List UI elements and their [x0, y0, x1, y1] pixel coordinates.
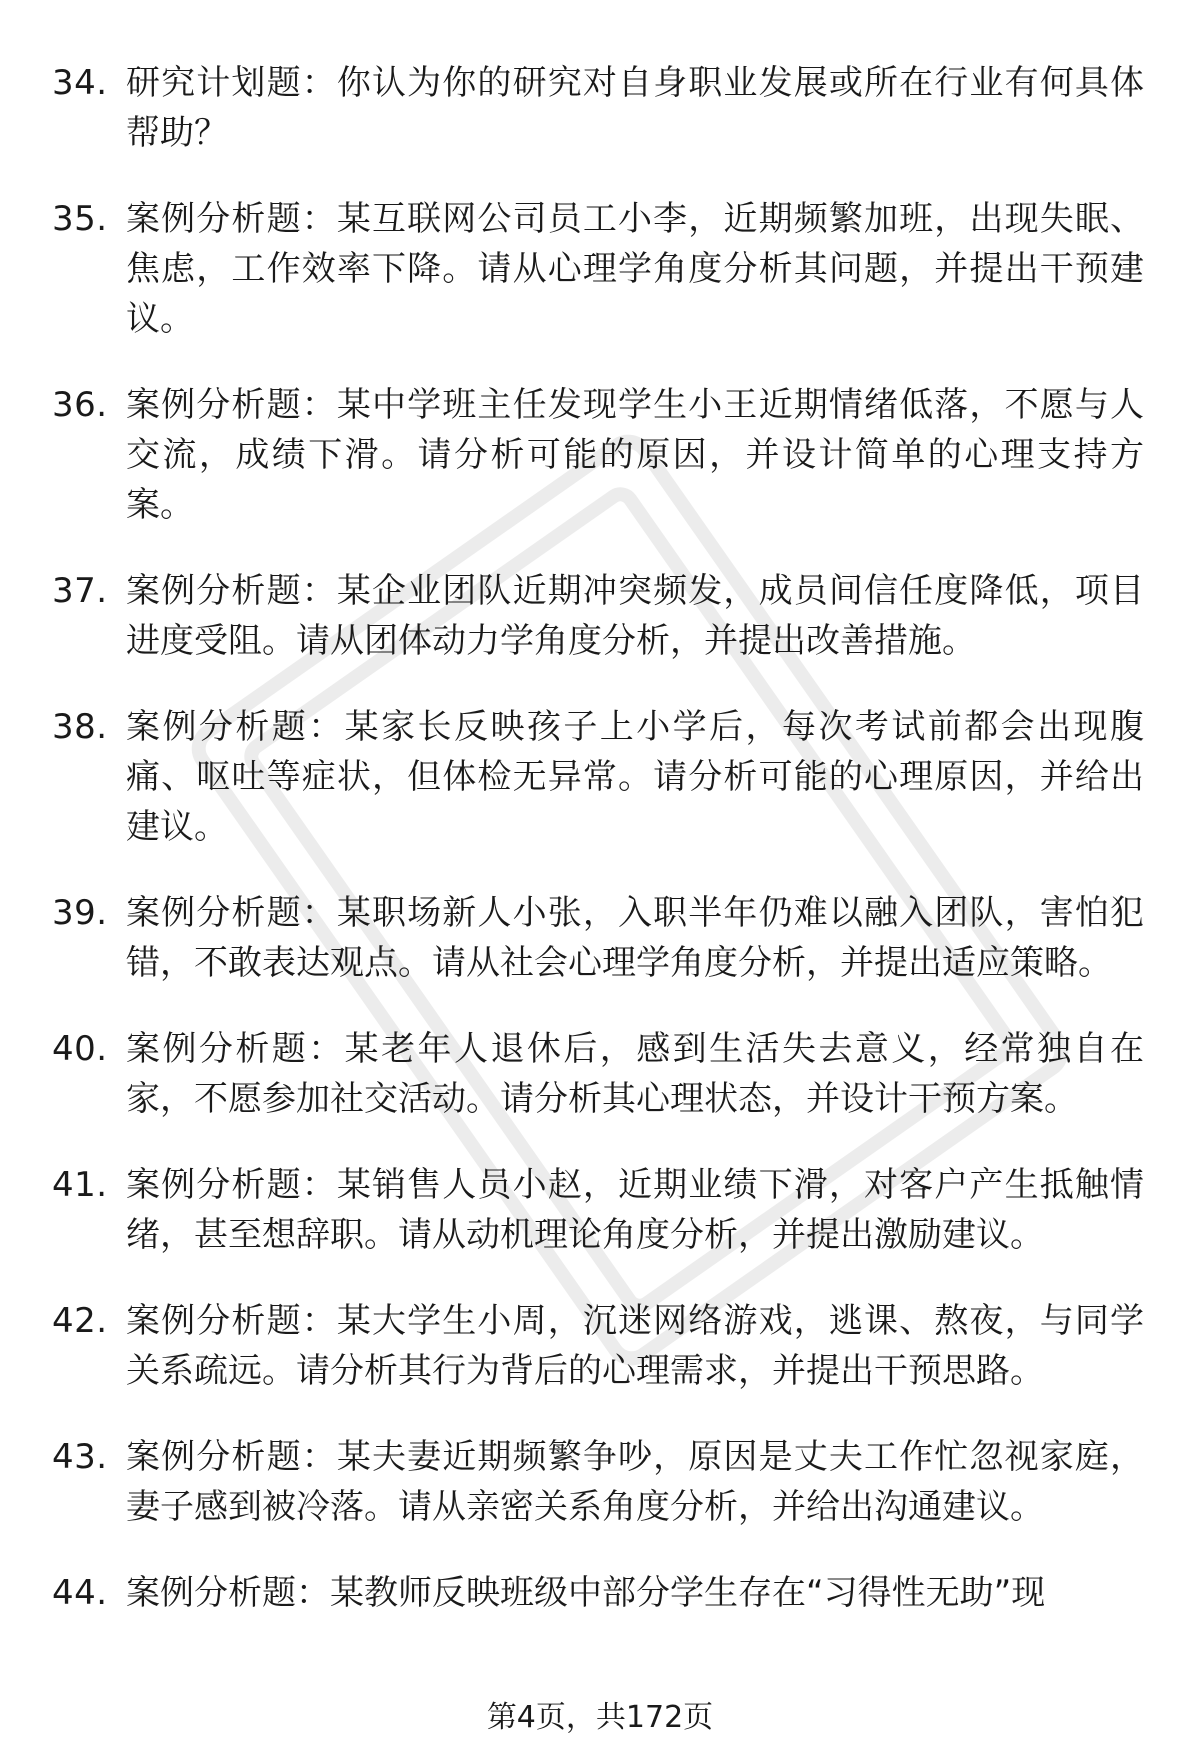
- question-number: 42.: [52, 1301, 108, 1341]
- question-number: 36.: [52, 385, 108, 425]
- question-number: 39.: [52, 893, 108, 933]
- question-text: 案例分析题：某家长反映孩子上小学后，每次考试前都会出现腹痛、呕吐等症状，但体检无异常。请分析可能的心理原因，并给出建议。: [126, 707, 1144, 847]
- question-text: 案例分析题：某夫妻近期频繁争吵，原因是丈夫工作忙忽视家庭，妻子感到被冷落。请从亲密关系角度分析，并给出沟通建议。: [126, 1437, 1144, 1527]
- question-item: [52, 1568, 1144, 1618]
- question-item: [52, 702, 1144, 852]
- question-text: 案例分析题：某老年人退休后，感到生活失去意义，经常独自在家，不愿参加社交活动。请分析其心理状态，并设计干预方案。: [126, 1029, 1144, 1119]
- question-number: 44.: [52, 1573, 108, 1613]
- question-number: 40.: [52, 1029, 108, 1069]
- question-number: 38.: [52, 707, 108, 747]
- page-footer: 第4页，共172页: [486, 1700, 714, 1735]
- question-item: [52, 888, 1144, 988]
- question-text: 案例分析题：某教师反映班级中部分学生存在“习得性无助”现: [126, 1573, 1046, 1613]
- question-text: 案例分析题：某互联网公司员工小李，近期频繁加班，出现失眠、焦虑，工作效率下降。请从心理学角度分析其问题，并提出干预建议。: [126, 199, 1144, 339]
- question-number: 37.: [52, 571, 108, 611]
- question-item: [52, 1432, 1144, 1532]
- question-text: 案例分析题：某中学班主任发现学生小王近期情绪低落，不愿与人交流，成绩下滑。请分析可能的原因，并设计简单的心理支持方案。: [126, 385, 1144, 525]
- question-number: 34.: [52, 63, 108, 103]
- question-text: 案例分析题：某职场新人小张，入职半年仍难以融入团队，害怕犯错，不敢表达观点。请从社会心理学角度分析，并提出适应策略。: [126, 893, 1144, 983]
- question-item: [52, 1296, 1144, 1396]
- question-number: 35.: [52, 199, 108, 239]
- question-text: 研究计划题：你认为你的研究对自身职业发展或所在行业有何具体帮助？: [126, 63, 1144, 153]
- question-item: [52, 380, 1144, 530]
- question-text: 案例分析题：某销售人员小赵，近期业绩下滑，对客户产生抵触情绪，甚至想辞职。请从动机理论角度分析，并提出激励建议。: [126, 1165, 1144, 1255]
- question-text: 案例分析题：某企业团队近期冲突频发，成员间信任度降低，项目进度受阻。请从团体动力学角度分析，并提出改善措施。: [126, 571, 1144, 661]
- question-text: 案例分析题：某大学生小周，沉迷网络游戏，逃课、熬夜，与同学关系疏远。请分析其行为背后的心理需求，并提出干预思路。: [126, 1301, 1144, 1391]
- question-item: [52, 1024, 1144, 1124]
- question-number: 43.: [52, 1437, 108, 1477]
- question-number: 41.: [52, 1165, 108, 1205]
- question-item: [52, 566, 1144, 666]
- question-list: [52, 58, 1144, 1654]
- question-item: [52, 1160, 1144, 1260]
- question-item: [52, 58, 1144, 158]
- question-item: [52, 194, 1144, 344]
